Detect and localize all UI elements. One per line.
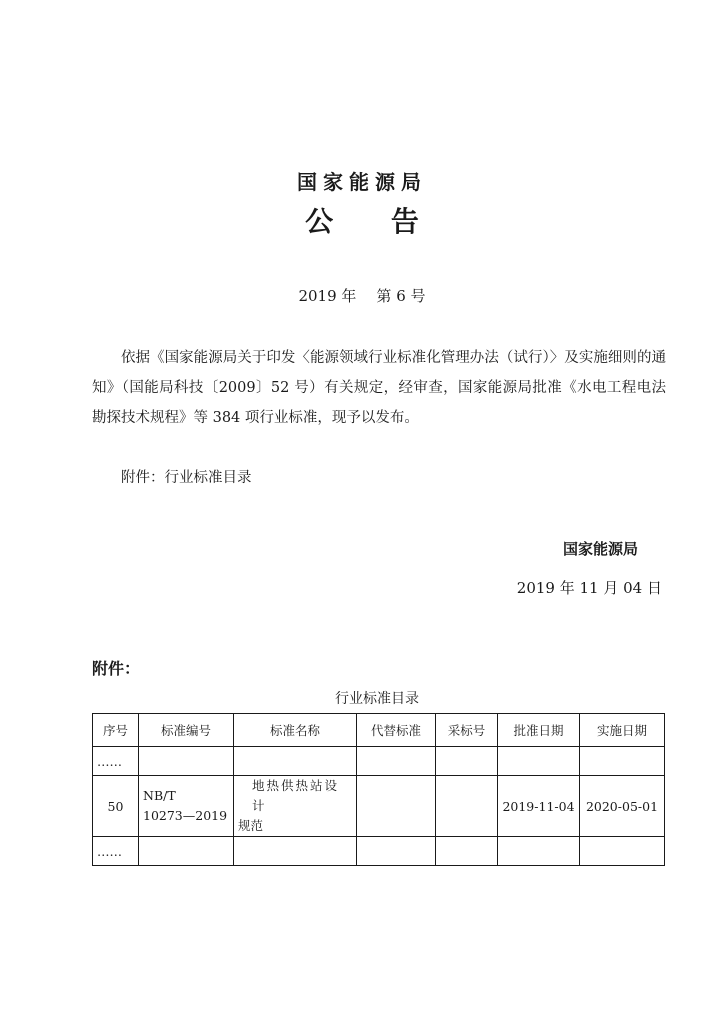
table-row-ellipsis — [93, 837, 665, 866]
ellipsis-cell: …… — [93, 747, 139, 776]
signature-date: 2019 年 11 月 04 日 — [516, 579, 662, 597]
column-header: 实施日期 — [580, 714, 665, 747]
body-paragraph: 依据《国家能源局关于印发〈能源领域行业标准化管理办法（试行）〉及实施细则的通知》（国能局科技〔2009〕52 号）有关规定，经审查，国家能源局批准《水电工程电法勘探技术规程》等 384 项行业标准，现予以发布。 — [92, 350, 666, 426]
document-year: 2019 年 — [298, 287, 357, 305]
table-row-ellipsis — [93, 747, 665, 776]
issuer-heading: 国家能源局 — [297, 170, 427, 194]
code-cell — [139, 776, 234, 837]
code-line: 10273—2019 — [143, 808, 228, 823]
signer-name: 国家能源局 — [562, 540, 638, 558]
table-header-row — [93, 714, 665, 747]
column-header: 代替标准 — [357, 714, 436, 747]
name-line: 地热供热站设计 — [252, 778, 340, 813]
attachment-note: 附件：行业标准目录 — [121, 470, 252, 486]
column-header: 序号 — [93, 714, 139, 747]
document-issue-number: 第 6 号 — [376, 287, 426, 305]
code-line: NB/T — [143, 788, 176, 803]
announcement-body — [92, 343, 666, 433]
name-line: 规范 — [238, 818, 264, 833]
attachment-heading: 附件： — [92, 659, 141, 678]
standards-table — [92, 713, 665, 866]
adopted-cell — [436, 776, 498, 837]
column-header: 采标号 — [436, 714, 498, 747]
table-row — [93, 776, 665, 837]
column-header: 标准编号 — [139, 714, 234, 747]
column-header: 标准名称 — [234, 714, 357, 747]
seq-cell: 50 — [93, 776, 139, 837]
document-number — [0, 285, 724, 306]
effective-date-cell: 2020-05-01 — [580, 776, 665, 837]
document-title: 公 告 — [305, 205, 443, 238]
table-title: 行业标准目录 — [335, 691, 419, 707]
ellipsis-cell: …… — [93, 837, 139, 866]
column-header: 批准日期 — [498, 714, 580, 747]
name-cell — [234, 776, 357, 837]
replaced-cell — [357, 776, 436, 837]
approve-date-cell: 2019-11-04 — [498, 776, 580, 837]
